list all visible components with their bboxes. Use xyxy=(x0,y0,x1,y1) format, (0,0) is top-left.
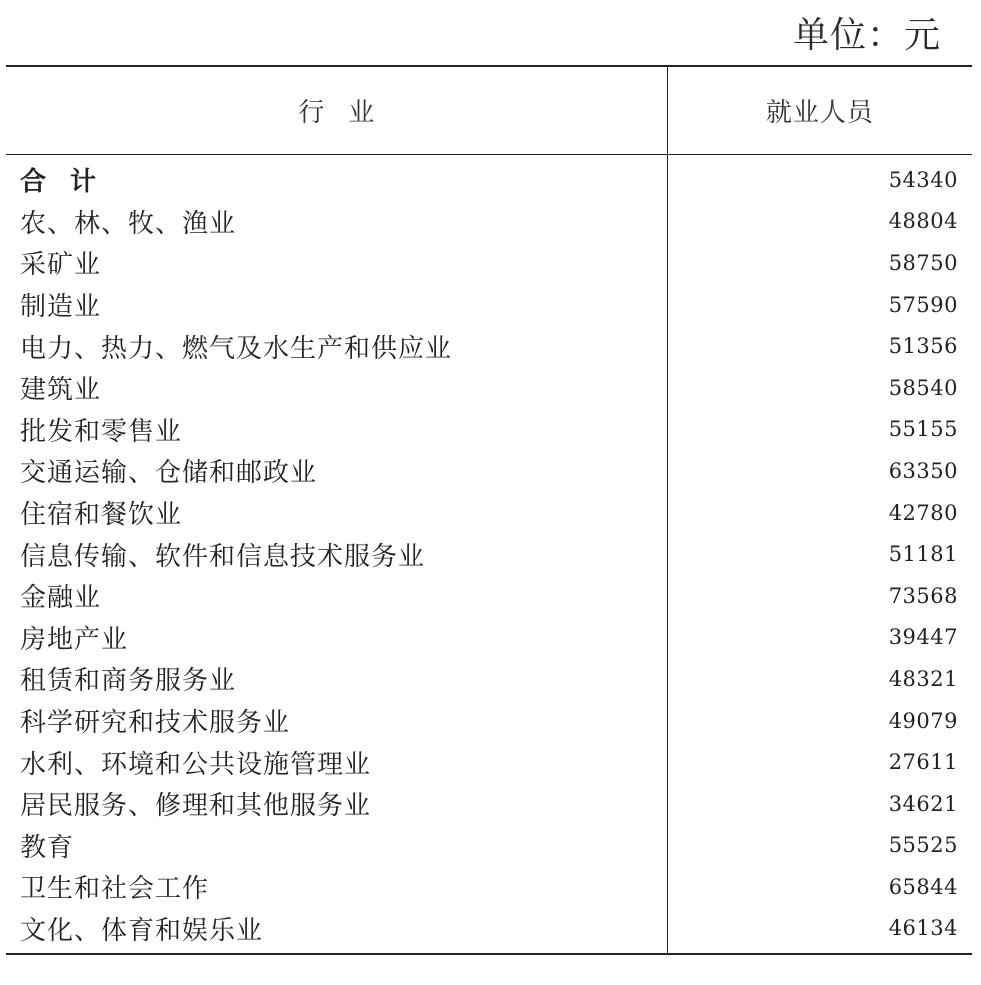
wage-table xyxy=(6,65,972,955)
value-cell: 48321 xyxy=(888,666,958,691)
table-row xyxy=(6,741,972,783)
table-row xyxy=(6,533,972,575)
industry-cell: 租赁和商务服务业 xyxy=(6,658,667,700)
employees-column-header: 就业人员 xyxy=(667,66,972,155)
table-row xyxy=(6,617,972,659)
table-row xyxy=(6,658,972,700)
table-row xyxy=(6,450,972,492)
value-cell: 34621 xyxy=(888,791,958,816)
table-body xyxy=(6,155,972,955)
value-cell: 65844 xyxy=(888,874,958,899)
industry-cell: 房地产业 xyxy=(6,617,667,659)
value-cell: 27611 xyxy=(888,750,958,775)
industry-cell: 建筑业 xyxy=(6,367,667,409)
industry-cell: 采矿业 xyxy=(6,242,667,284)
value-cell: 51181 xyxy=(888,542,958,567)
table-row xyxy=(6,700,972,742)
table-row xyxy=(6,575,972,617)
table-row xyxy=(6,201,972,243)
table-header xyxy=(6,66,972,155)
industry-cell: 电力、热力、燃气及水生产和供应业 xyxy=(6,325,667,367)
value-cell: 42780 xyxy=(888,500,958,525)
industry-cell: 农、林、牧、渔业 xyxy=(6,201,667,243)
industry-cell: 交通运输、仓储和邮政业 xyxy=(6,450,667,492)
value-cell: 55155 xyxy=(888,417,958,442)
table-row xyxy=(6,908,972,955)
industry-cell: 批发和零售业 xyxy=(6,409,667,451)
table-row xyxy=(6,367,972,409)
value-cell: 49079 xyxy=(888,708,958,733)
table-row xyxy=(6,783,972,825)
industry-cell: 文化、体育和娱乐业 xyxy=(6,908,667,955)
value-cell: 54340 xyxy=(888,167,958,192)
table-row xyxy=(6,866,972,908)
industry-cell: 卫生和社会工作 xyxy=(6,866,667,908)
value-cell: 46134 xyxy=(667,908,972,955)
value-cell: 57590 xyxy=(888,292,958,317)
industry-cell: 水利、环境和公共设施管理业 xyxy=(6,741,667,783)
unit-label: 单位：元 xyxy=(792,15,941,56)
industry-cell: 信息传输、软件和信息技术服务业 xyxy=(6,533,667,575)
industry-cell: 合计 xyxy=(6,155,667,201)
value-cell: 58750 xyxy=(888,250,958,275)
value-cell: 55525 xyxy=(888,833,958,858)
value-cell: 48804 xyxy=(888,209,958,234)
value-cell: 39447 xyxy=(888,625,958,650)
industry-cell: 教育 xyxy=(6,825,667,867)
table-row xyxy=(6,409,972,451)
value-cell: 51356 xyxy=(888,334,958,359)
industry-cell: 金融业 xyxy=(6,575,667,617)
table-row xyxy=(6,325,972,367)
industry-cell: 制造业 xyxy=(6,284,667,326)
wage-table-container xyxy=(6,65,972,955)
industry-column-header: 行业 xyxy=(6,66,667,155)
value-cell: 63350 xyxy=(888,458,958,483)
value-cell: 73568 xyxy=(888,583,958,608)
table-row xyxy=(6,492,972,534)
industry-cell: 居民服务、修理和其他服务业 xyxy=(6,783,667,825)
table-row xyxy=(6,242,972,284)
table-row xyxy=(6,825,972,867)
value-cell: 58540 xyxy=(888,375,958,400)
table-row-total xyxy=(6,155,972,201)
table-row xyxy=(6,284,972,326)
industry-cell: 科学研究和技术服务业 xyxy=(6,700,667,742)
header-row xyxy=(6,66,972,155)
industry-cell: 住宿和餐饮业 xyxy=(6,492,667,534)
